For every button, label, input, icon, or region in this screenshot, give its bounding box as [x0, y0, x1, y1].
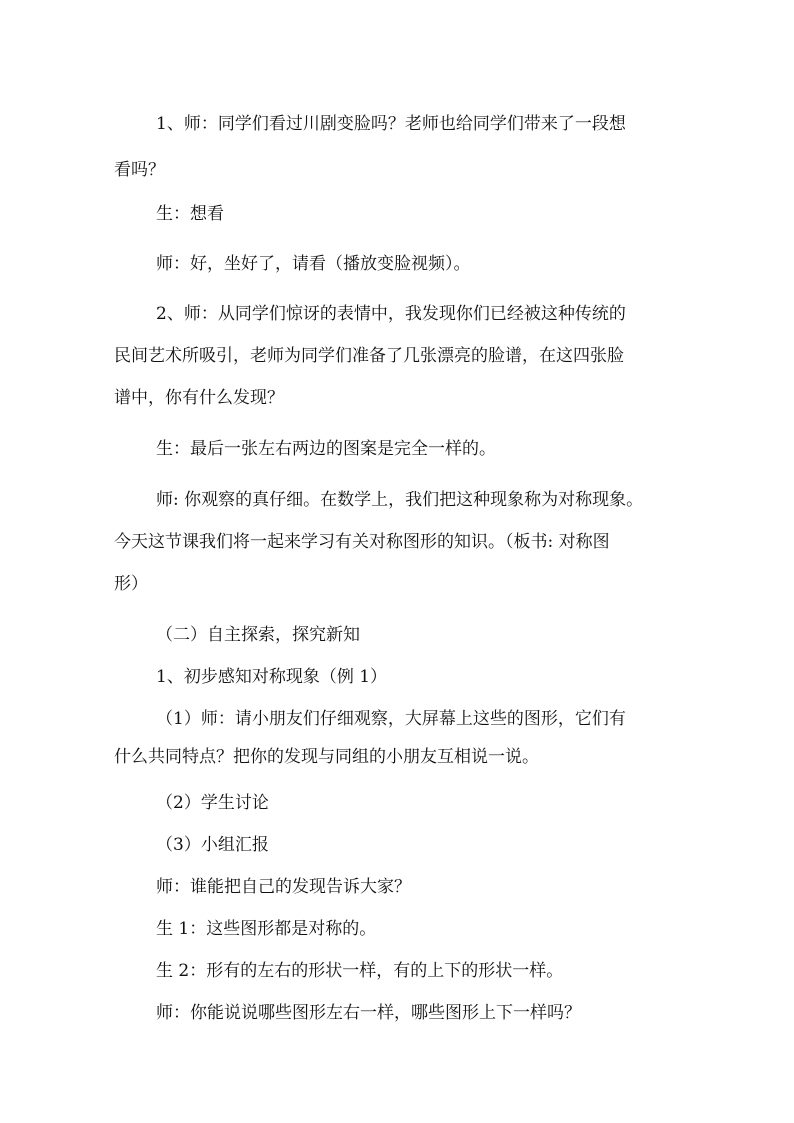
paragraph-6-line-3: 形） [114, 574, 148, 594]
paragraph-1 [114, 105, 694, 190]
paragraph-9-line-1: （1）师：请小朋友们仔细观察，大屏幕上这些的图形，它们有 [156, 709, 626, 729]
paragraph-3: 师：好，坐好了，请看（播放变脸视频）。 [156, 254, 471, 274]
paragraph-2: 生：想看 [156, 204, 224, 224]
paragraph-4-line-2: 民间艺术所吸引，老师为同学们准备了几张漂亮的脸谱，在这四张脸 [114, 346, 624, 366]
paragraph-9-line-2: 什么共同特点？把你的发现与同组的小朋友互相说一说。 [114, 747, 539, 767]
paragraph-1-line-2: 看吗？ [114, 160, 165, 180]
paragraph-4-line-1: 2、师：从同学们惊讶的表情中，我发现你们已经被这种传统的 [156, 304, 626, 324]
paragraph-9 [114, 700, 694, 777]
paragraph-12: 师：谁能把自己的发现告诉大家？ [156, 877, 411, 897]
section-heading: （二）自主探索，探究新知 [156, 625, 360, 645]
paragraph-15: 师：你能说说哪些图形左右一样，哪些图形上下一样吗？ [156, 1003, 581, 1023]
paragraph-14: 生 2：形有的左右的形状一样，有的上下的形状一样。 [156, 961, 564, 981]
paragraph-10: （2）学生讨论 [156, 793, 269, 813]
paragraph-5: 生：最后一张左右两边的图案是完全一样的。 [156, 439, 496, 459]
paragraph-13: 生 1：这些图形都是对称的。 [156, 919, 377, 939]
paragraph-1-line-1: 1、师：同学们看过川剧变脸吗？老师也给同学们带来了一段想 [156, 114, 626, 134]
paragraph-6-line-1: 师: 你观察的真仔细。在数学上，我们把这种现象称为对称现象。 [156, 490, 644, 510]
paragraph-4-line-3: 谱中，你有什么发现？ [114, 388, 284, 408]
paragraph-11: （3）小组汇报 [156, 835, 269, 855]
subheading-1: 1、初步感知对称现象（例 1） [156, 667, 388, 687]
paragraph-6-line-2: 今天这节课我们将一起来学习有关对称图形的知识。（板书: 对称图 [114, 532, 610, 552]
paragraph-6 [114, 481, 694, 604]
paragraph-4 [114, 295, 694, 418]
